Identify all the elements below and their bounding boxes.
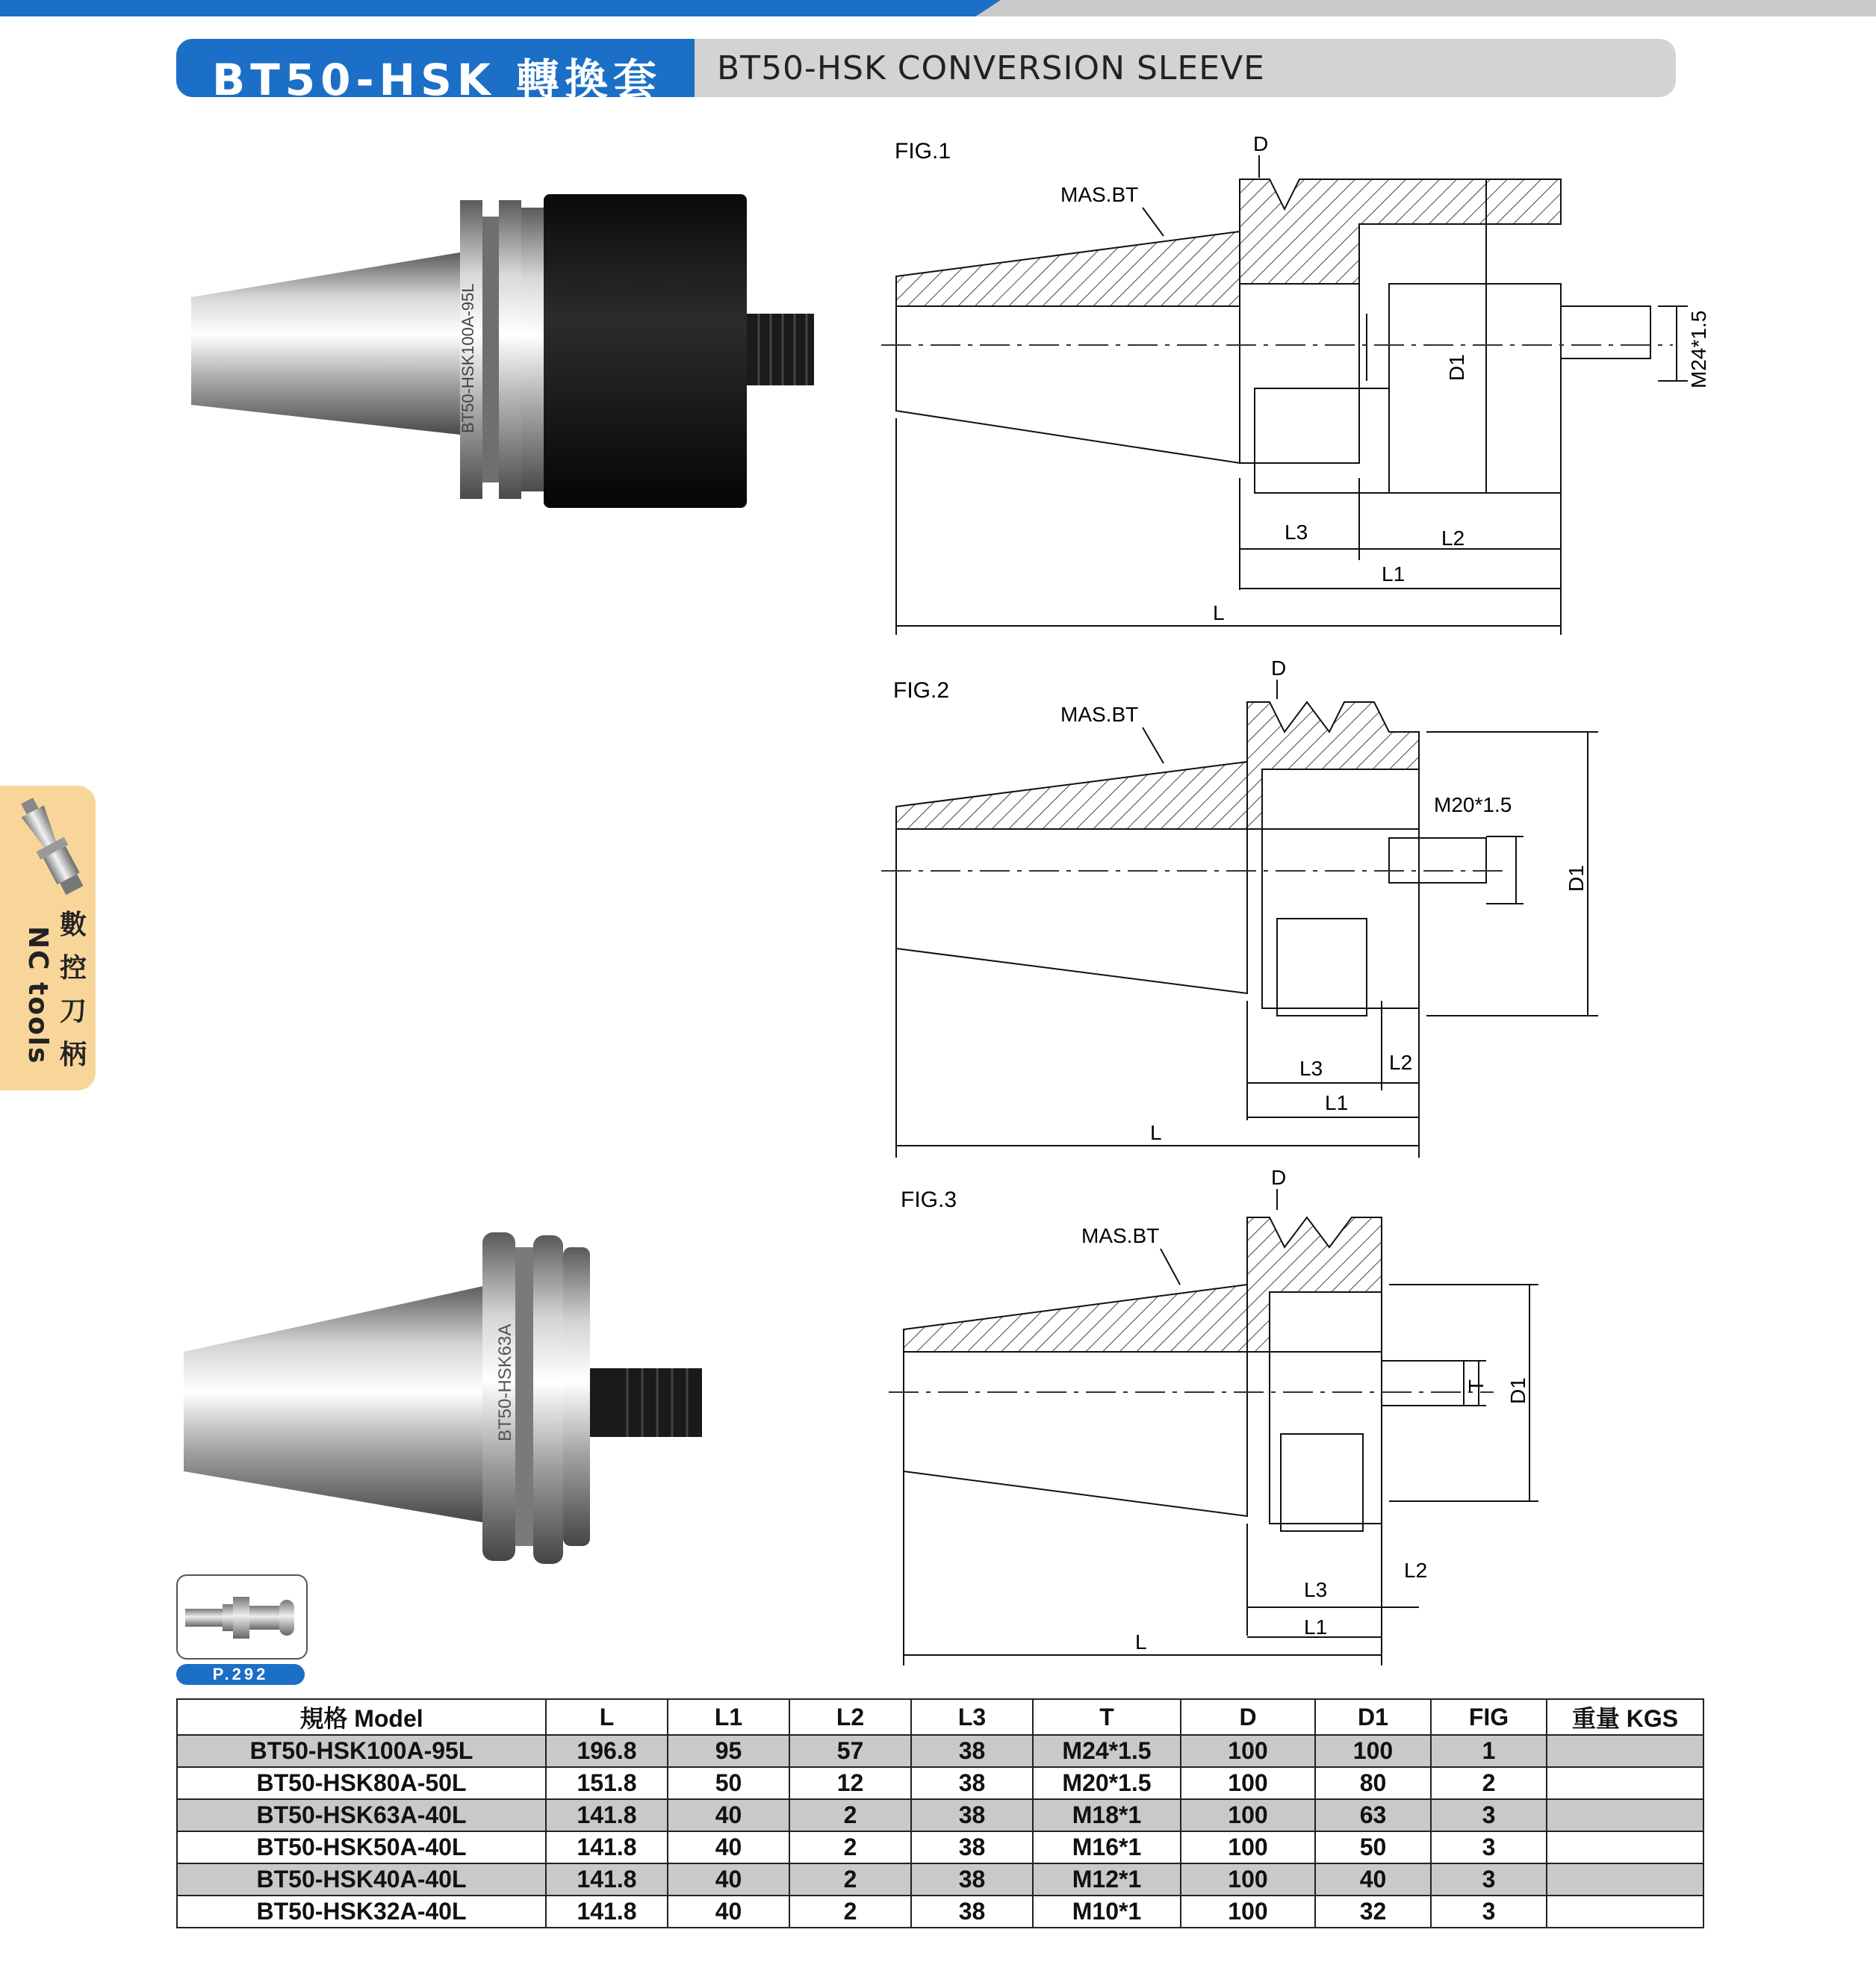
figure-1-mas-label: MAS.BT xyxy=(1060,183,1139,206)
cell-weight xyxy=(1547,1831,1703,1863)
cell-fig: 3 xyxy=(1431,1831,1547,1863)
page-reference-pill[interactable]: P.292 xyxy=(176,1664,305,1685)
cell-fig: 3 xyxy=(1431,1863,1547,1896)
cell-fig: 3 xyxy=(1431,1896,1547,1928)
col-header-l2: L2 xyxy=(789,1699,911,1735)
figure-2-d-label: D xyxy=(1271,656,1287,680)
cell-l1: 95 xyxy=(668,1735,789,1767)
pull-stud-reference-box[interactable] xyxy=(176,1574,308,1660)
cell-weight xyxy=(1547,1863,1703,1896)
cell-l: 141.8 xyxy=(546,1799,668,1831)
side-tab-tool-icon xyxy=(13,790,96,902)
table-row xyxy=(177,1735,1703,1767)
table-row xyxy=(177,1767,1703,1799)
figure-1-thread-label: M24*1.5 xyxy=(1687,310,1710,388)
figure-1-l-label: L xyxy=(1213,601,1225,624)
cell-l3: 38 xyxy=(911,1831,1033,1863)
cell-l3: 38 xyxy=(911,1863,1033,1896)
cell-d1: 50 xyxy=(1315,1831,1431,1863)
product-photo-hsk63 xyxy=(176,1225,721,1583)
cell-model: BT50-HSK40A-40L xyxy=(177,1863,546,1896)
cell-l2: 12 xyxy=(789,1767,911,1799)
cell-l2: 57 xyxy=(789,1735,911,1767)
cell-weight xyxy=(1547,1735,1703,1767)
col-header-l3: L3 xyxy=(911,1699,1033,1735)
top-accent-bar-blue xyxy=(0,0,1001,16)
cell-l2: 2 xyxy=(789,1799,911,1831)
spec-table-header xyxy=(177,1699,1703,1735)
cell-d1: 63 xyxy=(1315,1799,1431,1831)
figure-2-l3-label: L3 xyxy=(1299,1057,1323,1080)
cell-l2: 2 xyxy=(789,1896,911,1928)
cell-model: BT50-HSK63A-40L xyxy=(177,1799,546,1831)
figure-1-l3-label: L3 xyxy=(1285,521,1308,544)
figure-3-d1-label: D1 xyxy=(1506,1377,1529,1404)
page-subtitle: BT50-HSK CONVERSION SLEEVE xyxy=(717,49,1265,87)
figure-2-d1-label: D1 xyxy=(1565,865,1588,892)
product-photo-marking-top: BT50-HSK100A-95L xyxy=(459,283,477,433)
cell-t: M12*1 xyxy=(1033,1863,1181,1896)
cell-weight xyxy=(1547,1799,1703,1831)
col-header-d: D xyxy=(1181,1699,1315,1735)
cell-l: 141.8 xyxy=(546,1896,668,1928)
col-header-t: T xyxy=(1033,1699,1181,1735)
cell-d1: 100 xyxy=(1315,1735,1431,1767)
cell-l: 196.8 xyxy=(546,1735,668,1767)
col-header-l1: L1 xyxy=(668,1699,789,1735)
table-row xyxy=(177,1831,1703,1863)
cell-fig: 1 xyxy=(1431,1735,1547,1767)
side-tab-label-cn: 數控刀柄 xyxy=(60,910,87,1070)
table-row xyxy=(177,1863,1703,1896)
cell-l2: 2 xyxy=(789,1831,911,1863)
cell-d: 100 xyxy=(1181,1767,1315,1799)
cell-d: 100 xyxy=(1181,1735,1315,1767)
figure-1-l1-label: L1 xyxy=(1382,562,1406,586)
figure-3-l1-label: L1 xyxy=(1304,1615,1328,1639)
cell-t: M10*1 xyxy=(1033,1896,1181,1928)
cell-l: 141.8 xyxy=(546,1831,668,1863)
cell-fig: 2 xyxy=(1431,1767,1547,1799)
cell-l3: 38 xyxy=(911,1896,1033,1928)
cell-weight xyxy=(1547,1896,1703,1928)
figure-2-thread-label: M20*1.5 xyxy=(1434,793,1512,816)
col-header-weight: 重量 KGS xyxy=(1547,1699,1703,1735)
spec-table xyxy=(176,1698,1704,1928)
table-row xyxy=(177,1799,1703,1831)
page-title: BT50-HSK 轉換套 xyxy=(212,55,662,105)
product-photo-marking-bottom: BT50-HSK63A xyxy=(495,1323,515,1441)
cell-l: 151.8 xyxy=(546,1767,668,1799)
cell-l2: 2 xyxy=(789,1863,911,1896)
figure-1-l2-label: L2 xyxy=(1441,527,1465,550)
cell-l1: 50 xyxy=(668,1767,789,1799)
pull-stud-icon xyxy=(178,1576,306,1658)
figure-2-l1-label: L1 xyxy=(1325,1091,1349,1114)
cell-l1: 40 xyxy=(668,1896,789,1928)
cell-l3: 38 xyxy=(911,1799,1033,1831)
cell-d: 100 xyxy=(1181,1831,1315,1863)
cell-model: BT50-HSK50A-40L xyxy=(177,1831,546,1863)
cell-model: BT50-HSK100A-95L xyxy=(177,1735,546,1767)
table-row xyxy=(177,1896,1703,1928)
col-header-fig: FIG xyxy=(1431,1699,1547,1735)
figure-2 xyxy=(866,650,1733,1173)
figure-3-l3-label: L3 xyxy=(1304,1578,1328,1601)
figure-3 xyxy=(866,1165,1733,1673)
cell-t: M20*1.5 xyxy=(1033,1767,1181,1799)
side-tab-label-en: NC tools xyxy=(22,926,53,1065)
cell-d1: 80 xyxy=(1315,1767,1431,1799)
figure-1-d-label: D xyxy=(1253,132,1269,155)
col-header-d1: D1 xyxy=(1315,1699,1431,1735)
figure-3-t-label: T xyxy=(1465,1379,1488,1392)
cell-d1: 40 xyxy=(1315,1863,1431,1896)
figure-2-mas-label: MAS.BT xyxy=(1060,703,1139,726)
cell-d: 100 xyxy=(1181,1863,1315,1896)
product-photo-hsk100 xyxy=(176,187,841,515)
figure-3-mas-label: MAS.BT xyxy=(1081,1224,1160,1247)
cell-d: 100 xyxy=(1181,1896,1315,1928)
cell-d: 100 xyxy=(1181,1799,1315,1831)
figure-1 xyxy=(866,127,1733,650)
figure-2-l2-label: L2 xyxy=(1389,1051,1413,1074)
cell-l: 141.8 xyxy=(546,1863,668,1896)
cell-l3: 38 xyxy=(911,1735,1033,1767)
cell-l1: 40 xyxy=(668,1863,789,1896)
figure-3-l2-label: L2 xyxy=(1404,1559,1428,1582)
cell-l1: 40 xyxy=(668,1799,789,1831)
col-header-l: L xyxy=(546,1699,668,1735)
cell-t: M16*1 xyxy=(1033,1831,1181,1863)
cell-fig: 3 xyxy=(1431,1799,1547,1831)
figure-3-l-label: L xyxy=(1135,1630,1147,1654)
cell-model: BT50-HSK80A-50L xyxy=(177,1767,546,1799)
cell-t: M24*1.5 xyxy=(1033,1735,1181,1767)
figure-3-d-label: D xyxy=(1271,1166,1287,1189)
figure-1-d1-label: D1 xyxy=(1445,354,1468,381)
cell-d1: 32 xyxy=(1315,1896,1431,1928)
figure-3-label: FIG.3 xyxy=(901,1188,957,1212)
cell-l3: 38 xyxy=(911,1767,1033,1799)
col-header-model: 規格 Model xyxy=(177,1699,546,1735)
cell-l1: 40 xyxy=(668,1831,789,1863)
cell-model: BT50-HSK32A-40L xyxy=(177,1896,546,1928)
cell-t: M18*1 xyxy=(1033,1799,1181,1831)
figure-2-l-label: L xyxy=(1150,1121,1162,1144)
title-banner xyxy=(176,39,1676,105)
figure-2-label: FIG.2 xyxy=(893,678,950,703)
figure-1-label: FIG.1 xyxy=(895,139,951,164)
cell-weight xyxy=(1547,1767,1703,1799)
